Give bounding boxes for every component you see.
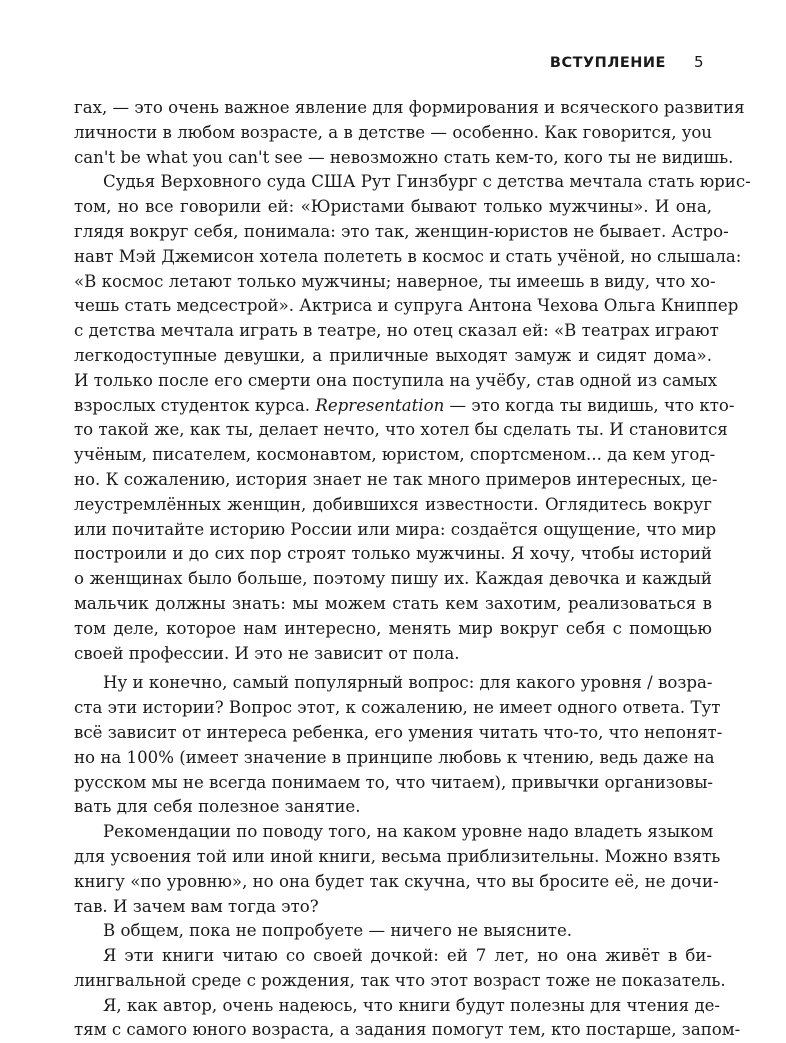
- text-line: лингвальной среде с рождения, так что этот возраст тоже не показатель.: [74, 970, 726, 990]
- text-line: личности в любом возрасте, а в детстве — особенно. Как говорится, you: [74, 122, 712, 142]
- text-line: с детства мечтала играть в театре, но отец сказал ей: «В театрах играют: [74, 321, 719, 341]
- text-line: том, но все говорили ей: «Юристами бывают только мужчины». И она,: [74, 197, 712, 217]
- text-line: вать для себя полезное занятие.: [74, 797, 361, 817]
- text-line: то такой же, как ты, делает нечто, что хотел бы сделать ты. И становится: [74, 420, 728, 440]
- text-line-with-italic: [74, 394, 735, 419]
- text-line: чешь стать медсестрой». Актриса и супруга Антона Чехова Ольга Книппер: [74, 296, 739, 316]
- text-line: леустремлённых женщин, добившихся известности. Оглядитесь вокруг: [74, 494, 712, 514]
- text-segment: взрослых студенток курса.: [74, 395, 316, 415]
- paragraph: [74, 820, 721, 919]
- page-number: 5: [693, 53, 704, 71]
- paragraph: [74, 944, 726, 994]
- paragraph: [74, 96, 745, 170]
- text-line: Ну и конечно, самый популярный вопрос: для какого уровня / возра-: [103, 673, 713, 693]
- chapter-title: ВСТУПЛЕНИЕ: [549, 55, 666, 71]
- text-line: всё зависит от интереса ребенка, его умения читать что-то, что непонят-: [74, 722, 723, 742]
- body-text: [74, 96, 751, 1043]
- text-line: своей профессии. И это не зависит от пола.: [74, 643, 460, 663]
- paragraph: [74, 671, 723, 820]
- paragraph: [74, 919, 712, 944]
- text-line: Я, как автор, очень надеюсь, что книги будут полезны для чтения де-: [103, 995, 721, 1015]
- text-line: Судья Верховного суда США Рут Гинзбург с детства мечтала стать юрис-: [103, 172, 751, 192]
- text-line: тав. И зачем вам тогда это?: [74, 896, 319, 916]
- text-line: мальчик должны знать: мы можем стать кем захотим, реализоваться в: [74, 593, 712, 613]
- text-line: для усвоения той или иной книги, весьма приблизительны. Можно взять: [74, 846, 721, 866]
- text-line: или почитайте историю России или мира: создаётся ощущение, что мир: [74, 519, 717, 539]
- text-line: Я эти книги читаю со своей дочкой: ей 7 лет, но она живёт в би-: [103, 946, 712, 966]
- running-header: [550, 53, 704, 71]
- text-line: но. К сожалению, история знает не так много примеров интересных, це-: [74, 469, 718, 489]
- text-line: гах, — это очень важное явление для формирования и всяческого развития: [74, 98, 745, 117]
- text-segment: — это когда ты видишь, что кто-: [444, 395, 735, 415]
- text-line: книгу «по уровню», но она будет так скучна, что вы бросите её, не дочи-: [74, 871, 719, 891]
- text-line: том деле, которое нам интересно, менять мир вокруг себя с помощью: [74, 618, 712, 638]
- text-line: навт Мэй Джемисон хотела полететь в космос и стать учёной, но слышала:: [74, 246, 742, 266]
- text-line: построили и до сих пор строят только мужчины. Я хочу, чтобы историй: [74, 544, 712, 564]
- text-line: «В космос летают только мужчины; наверное, ты имеешь в виду, что хо-: [74, 271, 716, 291]
- text-line: глядя вокруг себя, понимала: это так, женщин-юристов не бывает. Астро-: [74, 221, 729, 241]
- italic-term: Representation: [315, 395, 445, 415]
- text-line: can't be what you can't see — невозможно стать кем-то, кого ты не видишь.: [74, 147, 734, 167]
- text-line: о женщинах было больше, поэтому пишу их. Каждая девочка и каждый: [74, 569, 712, 589]
- paragraph: [74, 170, 751, 666]
- text-line: но на 100% (имеет значение в принципе любовь к чтению, ведь даже на: [74, 747, 715, 767]
- text-line: тям с самого юного возраста, а задания помогут тем, кто постарше, запом-: [74, 1020, 741, 1040]
- text-line: Рекомендации по поводу того, на каком уровне надо владеть языком: [103, 822, 714, 842]
- text-line: ста эти истории? Вопрос этот, к сожалению, не имеет одного ответа. Тут: [74, 698, 721, 718]
- text-line: В общем, пока не попробуете — ничего не выясните.: [103, 921, 573, 941]
- text-line: русском мы не всегда понимаем то, что читаем), привычки организовы-: [74, 772, 714, 792]
- paragraph: [74, 994, 741, 1043]
- text-line: И только после его смерти она поступила на учёбу, став одной из самых: [74, 370, 718, 390]
- text-line: учёным, писателем, космонавтом, юристом, спортсменом... да кем угод-: [74, 445, 716, 465]
- text-line: легкодоступные девушки, а приличные выходят замуж и сидят дома».: [74, 345, 712, 365]
